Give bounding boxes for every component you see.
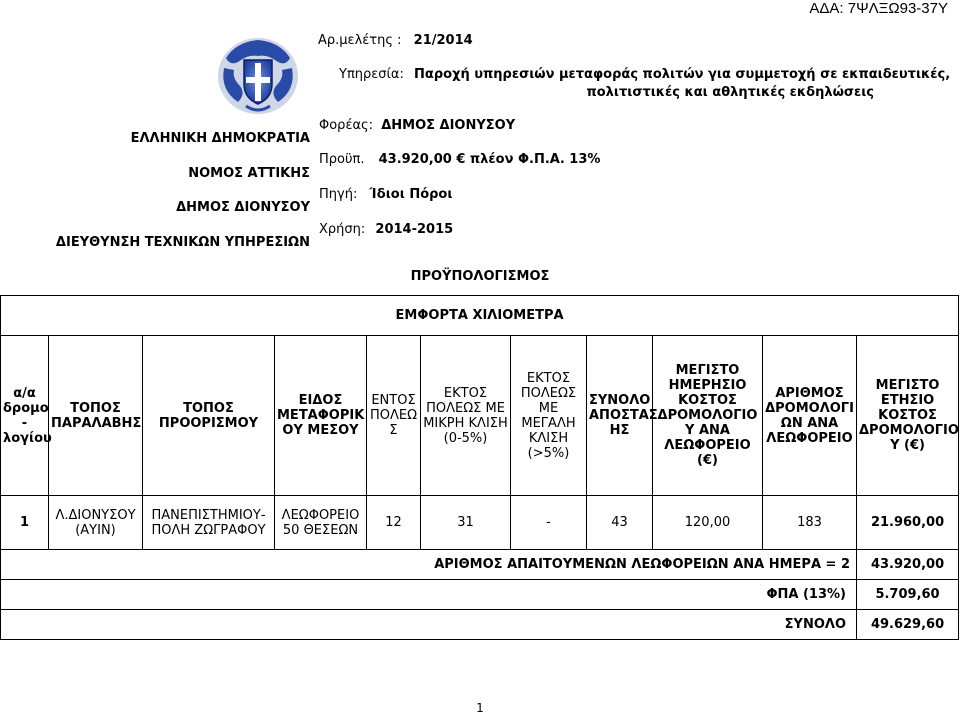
header-type: ΕΙΔΟΣ ΜΕΤΑΦΟΡΙΚ ΟΥ ΜΕΣΟΥ xyxy=(275,336,367,496)
header-max-yearly: ΜΕΓΙΣΤΟ ΕΤΗΣΙΟ ΚΟΣΤΟΣ ΔΡΟΜΟΛΟΓΙΟ Υ (€) xyxy=(857,336,959,496)
org-line-2: ΝΟΜΟΣ ΑΤΤΙΚΗΣ xyxy=(188,166,310,181)
cell-total: 43 xyxy=(587,496,653,550)
buses-label: ΑΡΙΘΜΟΣ ΑΠΑΙΤΟΥΜΕΝΩΝ ΛΕΩΦΟΡΕΙΩΝ ΑΝΑ ΗΜΕΡΑ = 2 xyxy=(1,550,857,580)
cell-type: ΛΕΩΦΟΡΕΙΟ 50 ΘΕΣΕΩΝ xyxy=(275,496,367,550)
service-label: Υπηρεσία: xyxy=(339,67,404,82)
vat-value: 5.709,60 xyxy=(857,580,959,610)
cell-aa: 1 xyxy=(1,496,49,550)
header-out-large: ΕΚΤΟΣ ΠΟΛΕΩΣ ΜΕ ΜΕΓΑΛΗ ΚΛΙΣΗ (>5%) xyxy=(511,336,587,496)
header-out-small: ΕΚΤΟΣ ΠΟΛΕΩΣ ΜΕ ΜΙΚΡΗ ΚΛΙΣΗ (0-5%) xyxy=(421,336,511,496)
greek-coat-of-arms-icon xyxy=(216,32,300,116)
header-row xyxy=(1,336,959,496)
service-line xyxy=(339,67,950,82)
total-value: 49.629,60 xyxy=(857,610,959,640)
header-max-daily: ΜΕΓΙΣΤΟ ΗΜΕΡΗΣΙΟ ΚΟΣΤΟΣ ΔΡΟΜΟΛΟΓΙΟ Υ ΑΝΑ ΛΕΩΦΟΡΕΙΟ (€) xyxy=(653,336,763,496)
cell-from: Λ.ΔΙΟΝΥΣΟΥ (ΑΥΙΝ) xyxy=(49,496,143,550)
header-to: ΤΟΠΟΣ ΠΡΟΟΡΙΣΜΟΥ xyxy=(143,336,275,496)
cell-to: ΠΑΝΕΠΙΣΤΗΜΙΟΥ-ΠΟΛΗ ΖΩΓΡΑΦΟΥ xyxy=(143,496,275,550)
study-label: Αρ.μελέτης : xyxy=(318,33,402,48)
source-line xyxy=(319,187,452,202)
table-subtitle: ΕΜΦΟΡΤΑ ΧΙΛΙΟΜΕΤΡΑ xyxy=(1,296,959,336)
budget-table xyxy=(0,295,959,640)
cell-max-daily: 120,00 xyxy=(653,496,763,550)
buses-row xyxy=(1,550,959,580)
study-number-line xyxy=(318,33,473,48)
foreas-label: Φορέας: xyxy=(319,118,374,133)
cell-max-yearly: 21.960,00 xyxy=(857,496,959,550)
vat-label: ΦΠΑ (13%) xyxy=(1,580,857,610)
budget-label: Προϋπ. xyxy=(319,152,365,167)
header-routes: ΑΡΙΘΜΟΣ ΔΡΟΜΟΛΟΓΙ ΩΝ ΑΝΑ ΛΕΩΦΟΡΕΙΟ xyxy=(763,336,857,496)
use-value: 2014-2015 xyxy=(375,222,454,237)
header-aa: α/α δρομο - λογίου xyxy=(1,336,49,496)
header-inside: ΕΝΤΟΣ ΠΟΛΕΩ Σ xyxy=(367,336,421,496)
org-line-3: ΔΗΜΟΣ ΔΙΟΝΥΣΟΥ xyxy=(176,200,310,215)
cell-out-large: - xyxy=(511,496,587,550)
foreas-line xyxy=(319,118,515,133)
cell-routes: 183 xyxy=(763,496,857,550)
total-row xyxy=(1,610,959,640)
use-label: Χρήση: xyxy=(319,222,366,237)
page-number: 1 xyxy=(476,701,484,715)
org-line-1: ΕΛΛΗΝΙΚΗ ΔΗΜΟΚΡΑΤΙΑ xyxy=(130,131,310,146)
budget-line xyxy=(319,152,600,167)
use-line xyxy=(319,222,453,237)
header-from: ΤΟΠΟΣ ΠΑΡΑΛΑΒΗΣ xyxy=(49,336,143,496)
source-value: Ίδιοι Πόροι xyxy=(369,187,453,202)
page-title: ΠΡΟΫΠΟΛΟΓΙΣΜΟΣ xyxy=(410,269,550,284)
vat-row xyxy=(1,580,959,610)
org-line-4: ΔΙΕΥΘΥΝΣΗ ΤΕΧΝΙΚΩΝ ΥΠΗΡΕΣΙΩΝ xyxy=(55,235,310,250)
table-row xyxy=(1,496,959,550)
foreas-value: ΔΗΜΟΣ ΔΙΟΝΥΣΟΥ xyxy=(381,118,516,133)
ada-code: ΑΔΑ: 7ΨΛΞΩ93-37Υ xyxy=(809,0,948,17)
cell-out-small: 31 xyxy=(421,496,511,550)
study-number: 21/2014 xyxy=(413,33,473,48)
header-total: ΣΥΝΟΛΟ ΑΠΟΣΤΑΣ ΗΣ xyxy=(587,336,653,496)
budget-value: 43.920,00 € πλέον Φ.Π.Α. 13% xyxy=(378,152,601,167)
subtitle-row xyxy=(1,296,959,336)
service-text-1: Παροχή υπηρεσιών μεταφοράς πολιτών για συμμετοχή σε εκπαιδευτικές, xyxy=(414,67,951,82)
service-text-2: πολιτιστικές και αθλητικές εκδηλώσεις xyxy=(586,85,874,100)
cell-inside: 12 xyxy=(367,496,421,550)
buses-value: 43.920,00 xyxy=(857,550,959,580)
source-label: Πηγή: xyxy=(319,187,358,202)
total-label: ΣΥΝΟΛΟ xyxy=(1,610,857,640)
